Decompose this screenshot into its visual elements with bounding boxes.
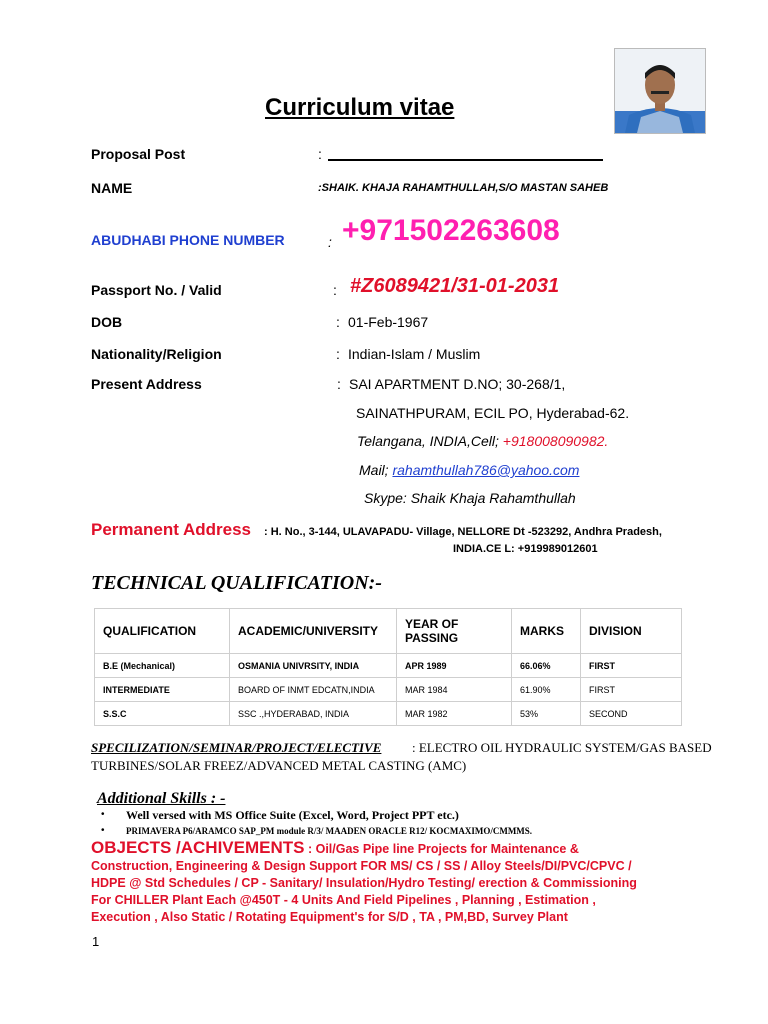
objects-achievements — [91, 839, 711, 926]
address-line-2: SAINATHPURAM, ECIL PO, Hyderabad-62. — [356, 405, 630, 421]
bullet-icon: • — [101, 825, 105, 836]
passport-label: Passport No. / Valid — [91, 282, 222, 298]
dob-value: 01-Feb-1967 — [348, 314, 429, 330]
dob-label: DOB — [91, 314, 123, 330]
phone-value: +971502263608 — [342, 214, 560, 247]
objects-text: : Oil/Gas Pipe line Projects for Maintenance & — [307, 842, 579, 856]
table-row — [95, 702, 682, 726]
table-cell: BOARD OF INMT EDCATN,INDIA — [230, 678, 397, 702]
profile-photo — [614, 48, 706, 134]
table-row — [95, 654, 682, 678]
passport-colon: : — [333, 282, 337, 298]
table-cell: SSC .,HYDERABAD, INDIA — [230, 702, 397, 726]
table-row — [95, 678, 682, 702]
skype-line: Skype: Shaik Khaja Rahamthullah — [364, 490, 576, 506]
cell-phone: +918008090982. — [502, 433, 609, 449]
specialization-label: SPECILIZATION/SEMINAR/PROJECT/ELECTIVE — [91, 740, 382, 755]
objects-line — [91, 839, 711, 858]
name-value: :SHAIK. KHAJA RAHAMTHULLAH,S/O MASTAN SAHEB — [318, 182, 609, 194]
column-header: QUALIFICATION — [95, 609, 230, 654]
proposal-post-label: Proposal Post — [91, 146, 186, 162]
table-cell: FIRST — [581, 678, 682, 702]
permanent-address-value-2: INDIA.CE L: +919989012601 — [453, 543, 598, 555]
dob-colon: : — [336, 314, 340, 330]
additional-skills-heading: Additional Skills : - — [97, 790, 226, 807]
table-header-row — [95, 609, 682, 654]
objects-line: HDPE @ Std Schedules / CP - Sanitary/ Insulation/Hydro Testing/ erection & Commissioning — [91, 876, 637, 890]
specialization-value: : ELECTRO OIL HYDRAULIC SYSTEM/GAS BASED — [412, 740, 712, 755]
address-line-3 — [357, 433, 608, 449]
objects-line: Execution , Also Static / Rotating Equipment's for S/D , TA , PM,BD, Survey Plant — [91, 910, 568, 924]
email-link[interactable]: rahamthullah786@yahoo.com — [392, 462, 580, 478]
permanent-address-label: Permanent Address — [91, 520, 251, 539]
address-line-1: SAI APARTMENT D.NO; 30-268/1, — [349, 376, 566, 392]
table-cell: 66.06% — [512, 654, 581, 678]
phone-label: ABUDHABI PHONE NUMBER — [91, 232, 285, 248]
passport-value: #Z6089421/31-01-2031 — [350, 275, 560, 297]
table-cell: MAR 1984 — [397, 678, 512, 702]
document-title: Curriculum vitae — [265, 94, 455, 121]
permanent-address-value: : H. No., 3-144, ULAVAPADU- Village, NELLORE Dt -523292, Andhra Pradesh, — [264, 526, 662, 538]
table-cell: OSMANIA UNIVRSITY, INDIA — [230, 654, 397, 678]
table-cell: APR 1989 — [397, 654, 512, 678]
name-label: NAME — [91, 180, 133, 196]
page-number: 1 — [92, 934, 100, 949]
column-header: YEAR OF PASSING — [397, 609, 512, 654]
table-cell: FIRST — [581, 654, 682, 678]
column-header: ACADEMIC/UNIVERSITY — [230, 609, 397, 654]
objects-line: For CHILLER Plant Each @450T - 4 Units And Field Pipelines , Planning , Estimation , — [91, 893, 596, 907]
specialization-value-2: TURBINES/SOLAR FREEZ/ADVANCED METAL CASTING (AMC) — [91, 758, 467, 773]
phone-colon: : — [328, 234, 332, 250]
bullet-icon: • — [101, 809, 105, 820]
table-cell: SECOND — [581, 702, 682, 726]
table-cell: INTERMEDIATE — [95, 678, 230, 702]
column-header: DIVISION — [581, 609, 682, 654]
table-cell: 53% — [512, 702, 581, 726]
mail-prefix: Mail; — [359, 462, 393, 478]
proposal-post-colon: : — [318, 146, 322, 162]
present-address-colon: : — [337, 376, 341, 392]
mail-line — [359, 462, 579, 478]
technical-qualification-heading: TECHNICAL QUALIFICATION:- — [91, 572, 382, 594]
column-header: MARKS — [512, 609, 581, 654]
nationality-label: Nationality/Religion — [91, 346, 222, 362]
qualification-table — [94, 608, 682, 726]
address-city: Telangana, INDIA,Cell; — [357, 433, 503, 449]
objects-heading: OBJECTS /ACHIVEMENTS — [91, 838, 305, 857]
proposal-post-blank-line — [328, 159, 603, 161]
table-cell: S.S.C — [95, 702, 230, 726]
person-photo-icon — [615, 49, 705, 133]
skill-item: PRIMAVERA P6/ARAMCO SAP_PM module R/3/ MAADEN ORACLE R12/ KOCMAXIMO/CMMMS. — [126, 826, 533, 836]
table-cell: B.E (Mechanical) — [95, 654, 230, 678]
nationality-colon: : — [336, 346, 340, 362]
present-address-label: Present Address — [91, 376, 202, 392]
table-cell: MAR 1982 — [397, 702, 512, 726]
table-cell: 61.90% — [512, 678, 581, 702]
skill-item: Well versed with MS Office Suite (Excel, Word, Project PPT etc.) — [126, 808, 459, 822]
objects-line: Construction, Engineering & Design Support FOR MS/ CS / SS / Alloy Steels/DI/PVC/CPVC / — [91, 859, 632, 873]
nationality-value: Indian-Islam / Muslim — [348, 346, 481, 362]
